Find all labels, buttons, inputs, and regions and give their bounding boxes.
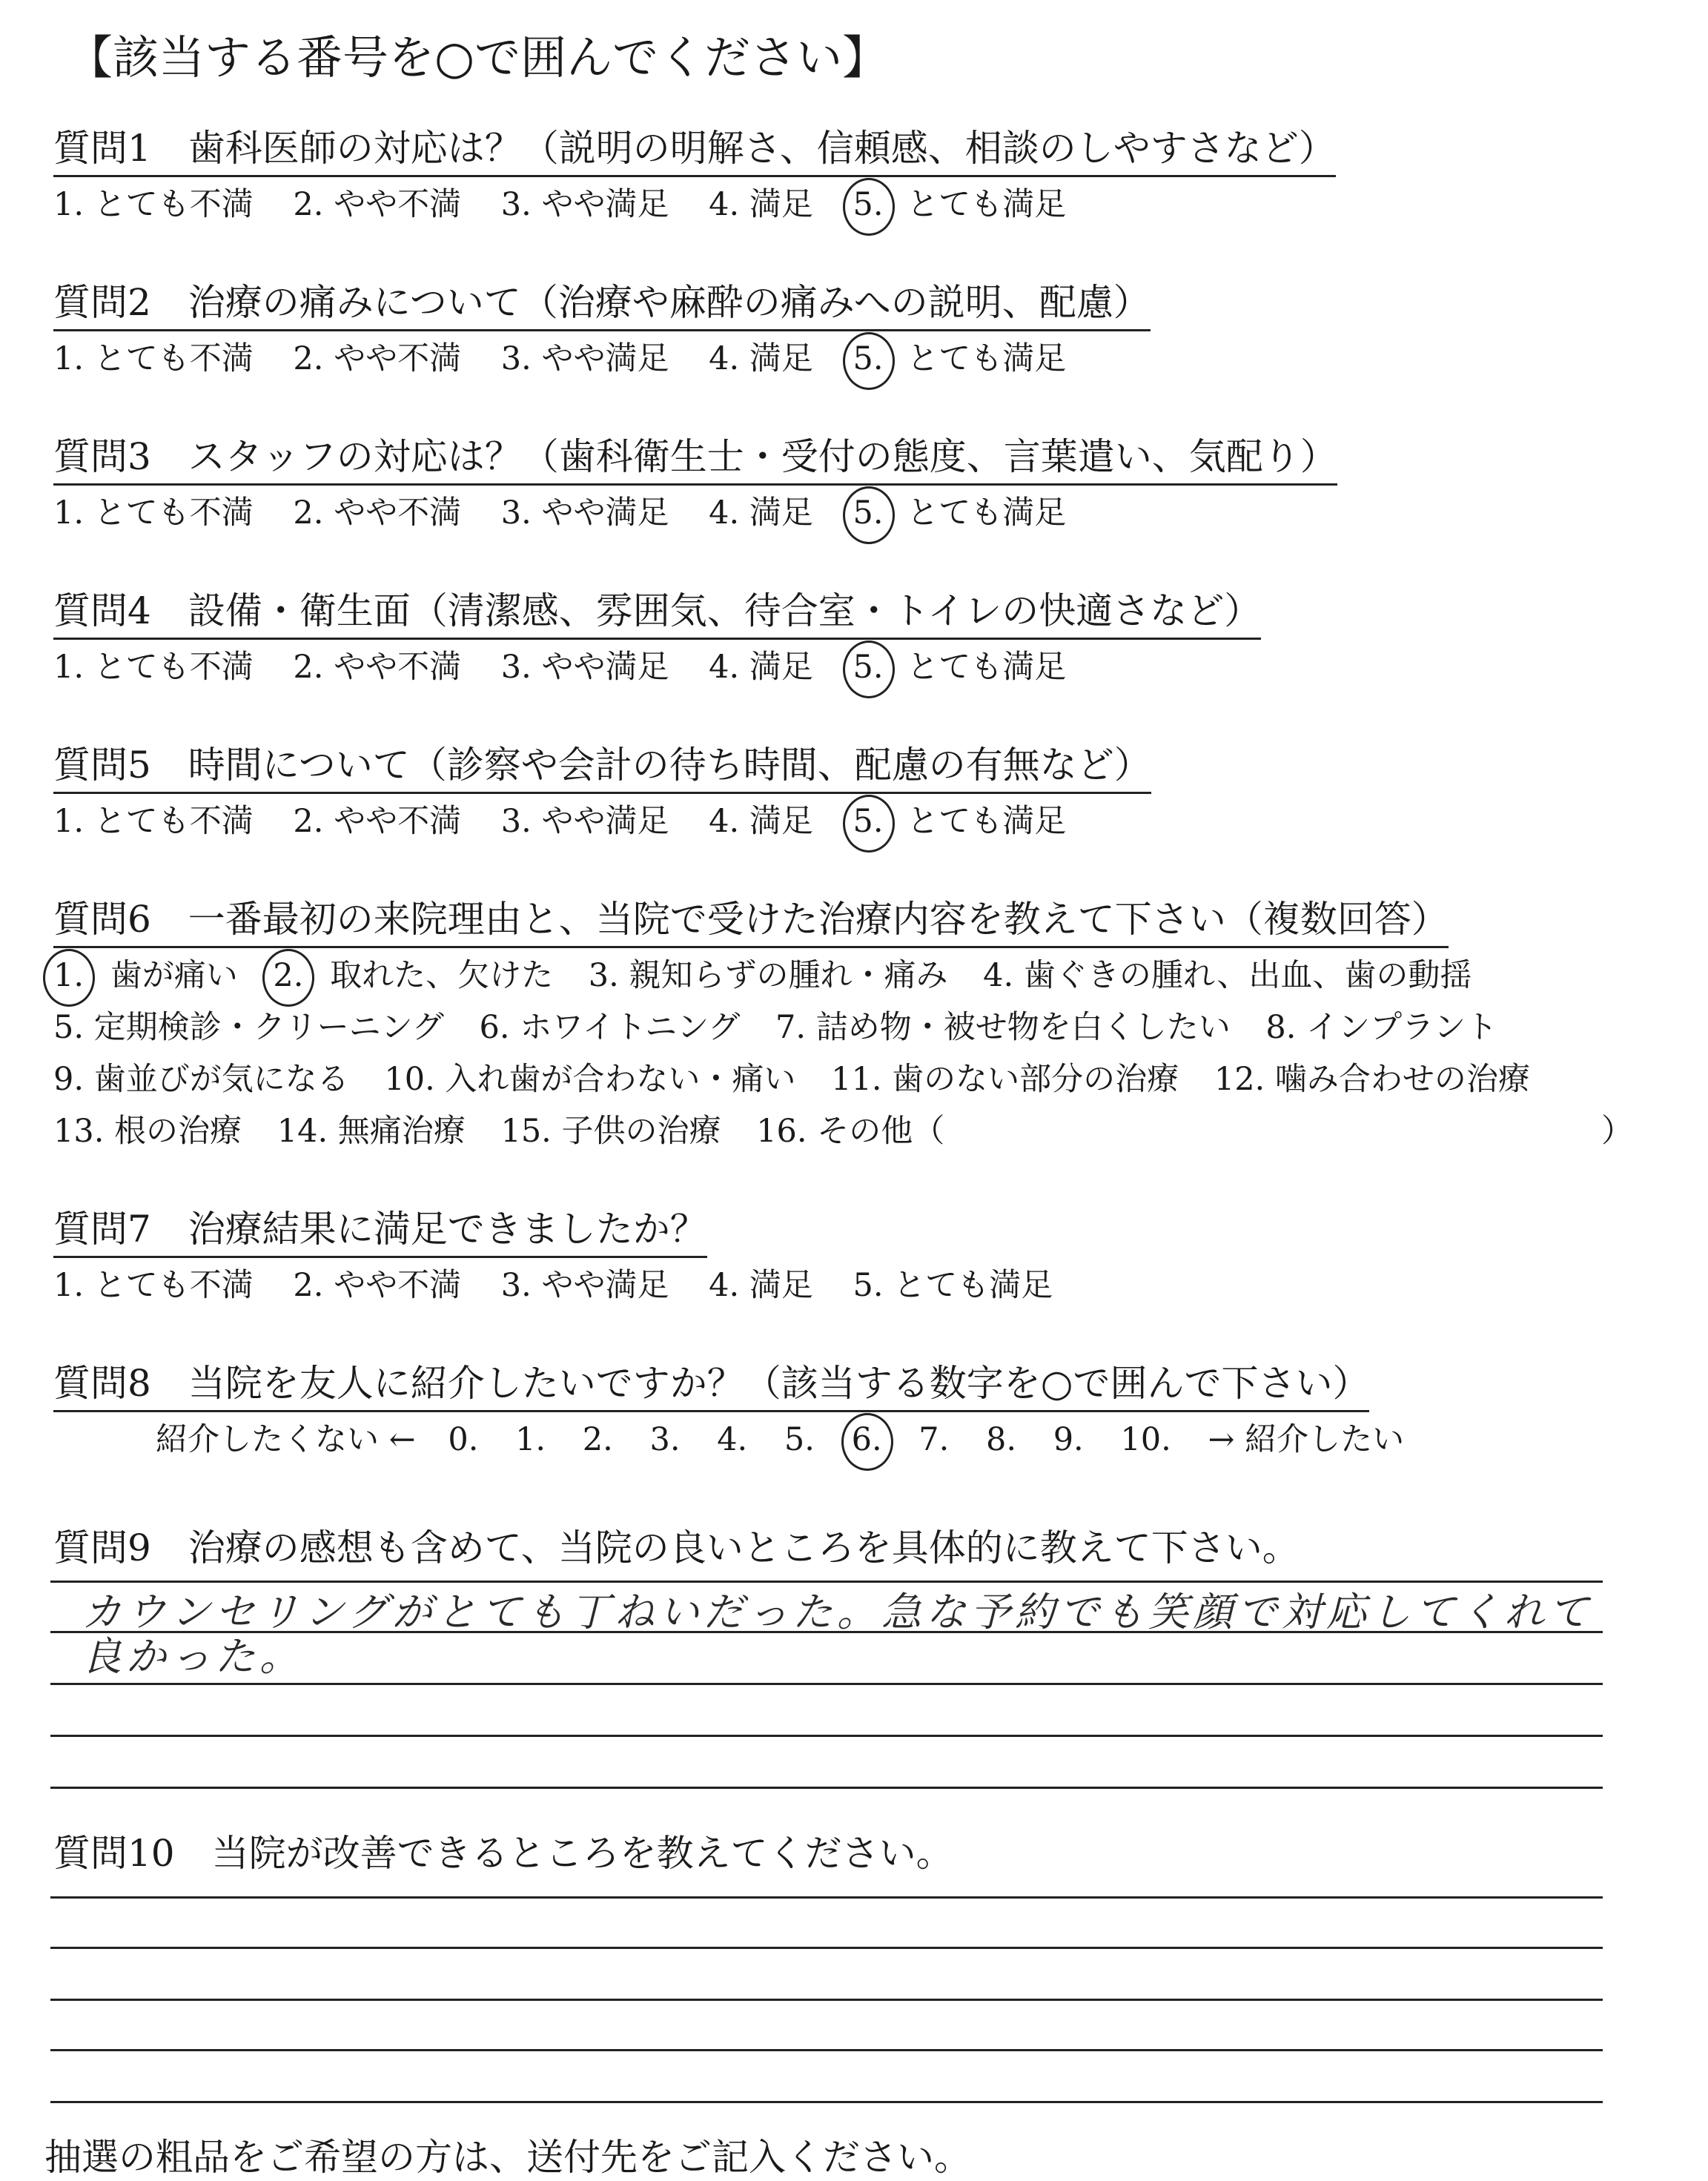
q6-options-row-2 <box>53 1007 1523 1048</box>
q1-options <box>53 184 1096 225</box>
q1-option-5-circled[interactable]: 5. <box>853 184 884 225</box>
q3-title: 質問3 スタッフの対応は？（歯科衛生士・受付の態度、言葉遣い、気配り） <box>53 433 1337 486</box>
q6-option-3[interactable]: 3. 親知らずの腫れ・痛み <box>588 957 948 994</box>
q10-answer-line-5 <box>50 2101 1603 2103</box>
q6-option-6[interactable]: 6. ホワイトニング <box>479 1009 741 1046</box>
q5-option-5-circled[interactable]: 5. <box>853 801 884 842</box>
q4-option-4[interactable]: 4. 満足 <box>709 649 813 686</box>
q5-option-1[interactable]: 1. とても不満 <box>53 803 254 840</box>
q1-option-2[interactable]: 2. やや不満 <box>293 186 462 223</box>
q10-answer-line-2 <box>50 1947 1603 1949</box>
q6-option-2-label: 取れた、欠けた <box>330 957 554 994</box>
q6-options-row-3 <box>53 1059 1555 1100</box>
q6-option-13[interactable]: 13. 根の治療 <box>53 1113 242 1150</box>
q1-option-3[interactable]: 3. やや満足 <box>500 186 669 223</box>
page-heading: 【該当する番号を○で囲んでください】 <box>67 30 889 85</box>
q8-number-5[interactable]: 5. <box>784 1421 815 1458</box>
q7-option-2[interactable]: 2. やや不満 <box>293 1267 462 1304</box>
q4-option-2[interactable]: 2. やや不満 <box>293 649 462 686</box>
q2-option-5-circled[interactable]: 5. <box>853 338 884 380</box>
q3-options <box>53 492 1096 534</box>
q8-number-4[interactable]: 4. <box>717 1421 748 1458</box>
q7-title: 質問7 治療結果に満足できましたか？ <box>53 1205 707 1258</box>
q10-answer-line-4 <box>50 2049 1603 2051</box>
q4-title: 質問4 設備・衛生面（清潔感、雰囲気、待合室・トイレの快適さなど） <box>53 587 1261 640</box>
q5-options <box>53 801 1096 842</box>
q10-answer-line-3 <box>50 1999 1603 2001</box>
q3-option-5-label: とても満足 <box>907 494 1067 532</box>
q6-option-12[interactable]: 12. 噛み合わせの治療 <box>1214 1061 1530 1098</box>
q7-option-5[interactable]: 5. とても満足 <box>853 1267 1053 1304</box>
q5-title: 質問5 時間について（診察や会計の待ち時間、配慮の有無など） <box>53 741 1151 794</box>
q6-option-8[interactable]: 8. インプラント <box>1265 1009 1498 1046</box>
q8-number-7[interactable]: 7. <box>918 1421 950 1458</box>
q6-option-9[interactable]: 9. 歯並びが気になる <box>53 1061 349 1098</box>
q9-title: 質問9 治療の感想も含めて、当院の良いところを具体的に教えて下さい。 <box>53 1526 1300 1569</box>
q6-option-10[interactable]: 10. 入れ歯が合わない・痛い <box>384 1061 796 1098</box>
q8-number-9[interactable]: 9. <box>1053 1421 1084 1458</box>
q4-option-5-circled[interactable]: 5. <box>853 646 884 688</box>
q8-number-2[interactable]: 2. <box>582 1421 613 1458</box>
q6-options-row-1 <box>53 955 1497 996</box>
q5-option-2[interactable]: 2. やや不満 <box>293 803 462 840</box>
q1-title: 質問1 歯科医師の対応は？（説明の明解さ、信頼感、相談のしやすさなど） <box>53 125 1336 177</box>
q9-handwritten-answer-2[interactable]: 良かった。 <box>82 1633 304 1680</box>
q4-option-5-label: とても満足 <box>907 649 1067 686</box>
q8-number-8[interactable]: 8. <box>986 1421 1017 1458</box>
q7-option-3[interactable]: 3. やや満足 <box>500 1267 669 1304</box>
q7-option-1[interactable]: 1. とても不満 <box>53 1267 254 1304</box>
q4-option-3[interactable]: 3. やや満足 <box>500 649 669 686</box>
q5-option-3[interactable]: 3. やや満足 <box>500 803 669 840</box>
q6-options-row-4 <box>53 1111 970 1152</box>
q9-answer-line-5 <box>50 1787 1603 1789</box>
q3-option-4[interactable]: 4. 満足 <box>709 494 813 532</box>
q6-option-15[interactable]: 15. 子供の治療 <box>500 1113 721 1150</box>
q9-answer-line-3 <box>50 1683 1603 1685</box>
q10-answer-line-1 <box>50 1896 1603 1899</box>
q1-option-4[interactable]: 4. 満足 <box>709 186 813 223</box>
q8-number-3[interactable]: 3. <box>649 1421 681 1458</box>
q4-option-1[interactable]: 1. とても不満 <box>53 649 254 686</box>
q8-number-0[interactable]: 0. <box>448 1421 479 1458</box>
q6-option-1-circled[interactable]: 1. <box>53 955 84 996</box>
q8-number-1[interactable]: 1. <box>515 1421 546 1458</box>
q8-number-6-circled[interactable]: 6. <box>852 1419 882 1460</box>
q10-title: 質問10 当院が改善できるところを教えてください。 <box>53 1832 953 1875</box>
q8-number-10[interactable]: 10. <box>1120 1421 1171 1458</box>
q6-title: 質問6 一番最初の来院理由と、当院で受けた治療内容を教えて下さい（複数回答） <box>53 896 1449 948</box>
q6-option-1-label: 歯が痛い <box>110 957 238 994</box>
q6-option-2-circled[interactable]: 2. <box>273 955 303 996</box>
q1-option-1[interactable]: 1. とても不満 <box>53 186 254 223</box>
q8-scale <box>156 1419 1404 1460</box>
q7-options <box>53 1265 1082 1306</box>
q8-right-label: → 紹介したい <box>1208 1421 1405 1458</box>
q6-option-14[interactable]: 14. 無痛治療 <box>277 1113 466 1150</box>
q6-option-5[interactable]: 5. 定期検診・クリーニング <box>53 1009 444 1046</box>
q6-option-7[interactable]: 7. 詰め物・被せ物を白くしたい <box>775 1009 1231 1046</box>
q3-option-1[interactable]: 1. とても不満 <box>53 494 254 532</box>
q3-option-3[interactable]: 3. やや満足 <box>500 494 669 532</box>
q2-option-3[interactable]: 3. やや満足 <box>500 340 669 377</box>
footer-note: 抽選の粗品をご希望の方は、送付先をご記入ください。 <box>44 2136 971 2179</box>
q9-handwritten-answer-1[interactable]: カウンセリングがとても丁ねいだった。急な予約でも笑顔で対応してくれて <box>82 1589 1593 1635</box>
q3-option-5-circled[interactable]: 5. <box>853 492 884 534</box>
q2-options <box>53 338 1096 380</box>
q2-option-5-label: とても満足 <box>907 340 1067 377</box>
q9-answer-line-4 <box>50 1735 1603 1737</box>
q2-option-4[interactable]: 4. 満足 <box>709 340 813 377</box>
q9-answer-line-1 <box>50 1581 1603 1583</box>
q6-other-close-paren: ） <box>1601 1113 1633 1150</box>
q2-title: 質問2 治療の痛みについて（治療や麻酔の痛みへの説明、配慮） <box>53 279 1151 331</box>
q2-option-2[interactable]: 2. やや不満 <box>293 340 462 377</box>
q5-option-5-label: とても満足 <box>907 803 1067 840</box>
q6-option-4[interactable]: 4. 歯ぐきの腫れ、出血、歯の動揺 <box>983 957 1472 994</box>
q7-option-4[interactable]: 4. 満足 <box>709 1267 813 1304</box>
q1-option-5-label: とても満足 <box>907 186 1067 223</box>
q2-option-1[interactable]: 1. とても不満 <box>53 340 254 377</box>
q8-title: 質問8 当院を友人に紹介したいですか？（該当する数字を○で囲んで下さい） <box>53 1360 1369 1412</box>
q3-option-2[interactable]: 2. やや不満 <box>293 494 462 532</box>
q6-option-16[interactable]: 16. その他（ <box>756 1113 945 1150</box>
q5-option-4[interactable]: 4. 満足 <box>709 803 813 840</box>
q8-left-label: 紹介したくない ← <box>156 1421 416 1458</box>
q4-options <box>53 646 1096 688</box>
q6-option-11[interactable]: 11. 歯のない部分の治療 <box>831 1061 1179 1098</box>
